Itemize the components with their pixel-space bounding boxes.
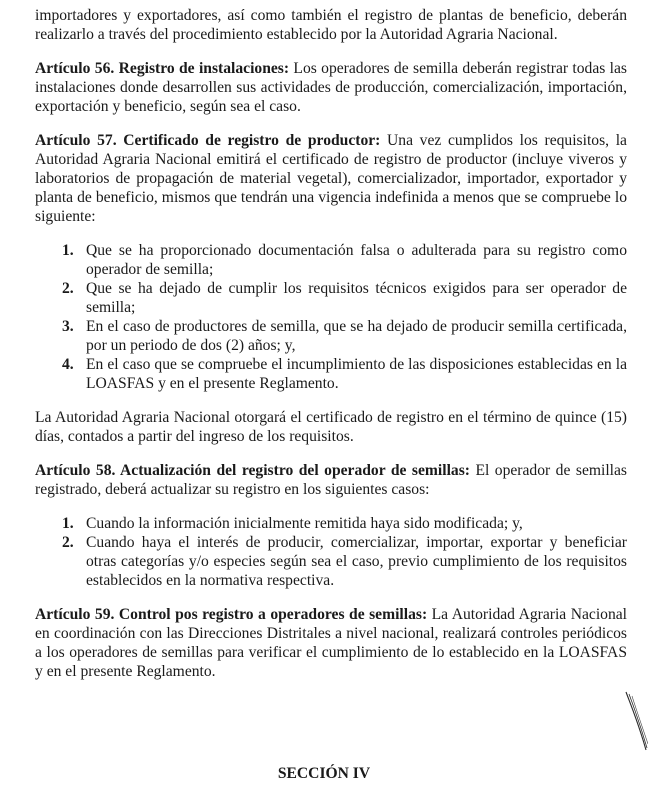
- list-item: [35, 514, 627, 533]
- document-page: [35, 6, 627, 696]
- article-57-list: [35, 241, 627, 393]
- article-58: [35, 461, 627, 499]
- list-item-number: 3.: [62, 318, 74, 335]
- article-56: [35, 59, 627, 116]
- list-item-number: 1.: [62, 515, 74, 532]
- list-item: [35, 317, 627, 355]
- article-57: [35, 131, 627, 226]
- list-item-number: 2.: [62, 280, 74, 297]
- list-item-number: 4.: [62, 356, 74, 373]
- list-item-text: En el caso de productores de semilla, que se ha dejado de producir semilla certificada, por un periodo de dos (2) años; y,: [86, 318, 627, 354]
- article-58-text: El operador de semillas registrado, deberá actualizar su registro en los siguientes casos:: [35, 462, 627, 498]
- section-title: SECCIÓN IV: [277, 765, 371, 782]
- list-item-number: 2.: [62, 534, 74, 551]
- article-57-text: Una vez cumplidos los requisitos, la Autoridad Agraria Nacional emitirá el certificado de registro de productor (incluye viveros y laboratorios de propagación de material vegetal), comercializador, importador, exportador y planta de beneficio, mismos que tendrán una vigencia indefinida a menos que se compruebe lo siguiente:: [35, 132, 627, 225]
- article-59-heading: Artículo 59. Control pos registro a operadores de semillas:: [35, 606, 428, 623]
- list-item: [35, 355, 627, 393]
- list-item-text: En el caso que se compruebe el incumplimiento de las disposiciones establecidas en la LOASFAS y en el presente Reglamento.: [86, 356, 627, 392]
- list-item-number: 1.: [62, 242, 74, 259]
- list-item-text: Cuando haya el interés de producir, comercializar, importar, exportar y beneficiar otras categorías y/o especies según sea el caso, previo cumplimiento de los requisitos establecidos en la normativa respectiva.: [86, 534, 627, 589]
- list-item-text: Que se ha proporcionado documentación falsa o adulterada para su registro como operador de semilla;: [86, 242, 627, 278]
- article-56-text: Los operadores de semilla deberán registrar todas las instalaciones donde desarrollen sus actividades de producción, comercialización, importación, exportación y beneficio, según sea el caso.: [35, 60, 628, 115]
- list-item-text: Cuando la información inicialmente remitida haya sido modificada; y,: [86, 515, 523, 532]
- list-item: [35, 279, 627, 317]
- article-59-text: La Autoridad Agraria Nacional en coordinación con las Direcciones Distritales a nivel nacional, realizará controles periódicos a los operadores de semillas para verificar el cumplimiento de lo establecido en la LOASFAS y en el presente Reglamento.: [35, 606, 627, 680]
- signature-mark: [624, 690, 648, 754]
- article-59: [35, 605, 627, 681]
- article-57-closing: La Autoridad Agraria Nacional otorgará el certificado de registro en el término de quince (15) días, contados a partir del ingreso de los requisitos.: [35, 409, 627, 445]
- list-item: [35, 241, 627, 279]
- intro-paragraph: importadores y exportadores, así como también el registro de plantas de beneficio, deberán realizarlo a través del procedimiento establecido por la Autoridad Agraria Nacional.: [35, 7, 627, 43]
- list-item: [35, 533, 627, 590]
- list-item-text: Que se ha dejado de cumplir los requisitos técnicos exigidos para ser operador de semilla;: [86, 280, 627, 316]
- article-56-heading: Artículo 56. Registro de instalaciones:: [35, 60, 290, 77]
- article-58-list: [35, 514, 627, 590]
- article-58-heading: Artículo 58. Actualización del registro del operador de semillas:: [35, 462, 470, 479]
- article-57-heading: Artículo 57. Certificado de registro de productor:: [35, 132, 381, 149]
